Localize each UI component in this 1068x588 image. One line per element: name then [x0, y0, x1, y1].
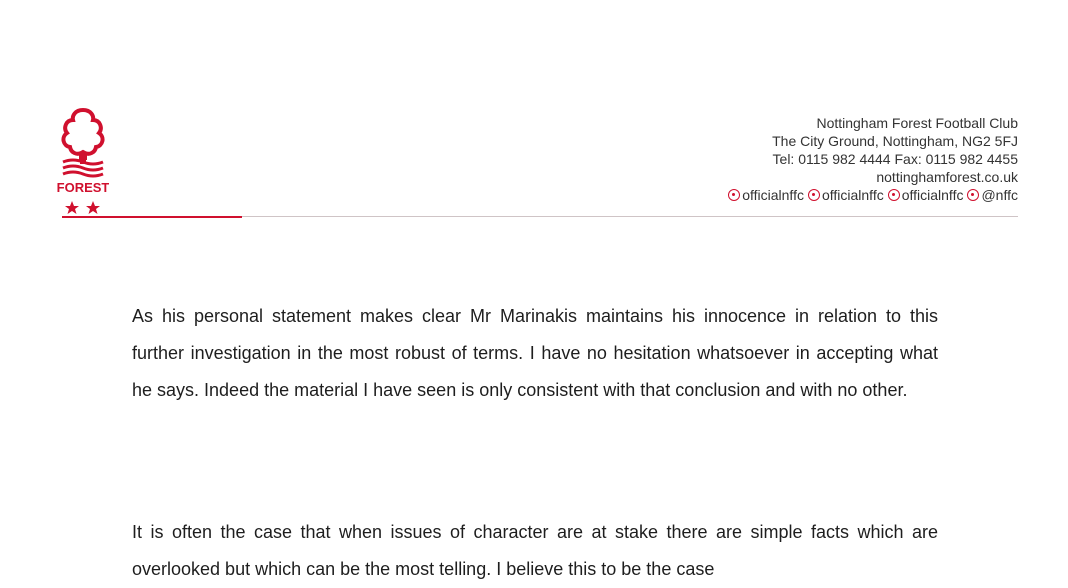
star-icon [65, 201, 79, 214]
social-handle: officialnffc [821, 187, 884, 203]
social-handle: officialnffc [742, 187, 804, 203]
logo-wordmark: FOREST [57, 180, 109, 195]
social-links [728, 186, 1018, 204]
phone-fax: Tel: 0115 982 4444 Fax: 0115 982 4455 [772, 151, 1018, 167]
address: The City Ground, Nottingham, NG2 5FJ [772, 133, 1018, 149]
social-item-snapchat [888, 186, 964, 204]
website: nottinghamforest.co.uk [876, 169, 1018, 185]
forest-logo-icon [57, 106, 109, 218]
body-paragraph: It is often the case that when issues of character are at stake there are simple facts which are overlooked but which can be the most telling. I believe this to be the case [132, 522, 938, 579]
letterhead-contact-block [728, 114, 1018, 204]
social-item-twitter [967, 186, 1018, 204]
org-name: Nottingham Forest Football Club [816, 115, 1018, 131]
social-handle: officialnffc [901, 187, 964, 203]
header-divider-accent [62, 216, 242, 218]
instagram-icon [808, 189, 820, 201]
snapchat-icon [888, 189, 900, 201]
social-item-instagram [808, 186, 884, 204]
header-divider [242, 216, 1018, 217]
body-paragraph: As his personal statement makes clear Mr Marinakis maintains his innocence in relation to this further investigation in the most robust of terms. I have no hesitation whatsoever in accepting what he says. Indeed the material I have seen is only consistent with that conclusion and with no other. [132, 306, 938, 400]
social-item-facebook [728, 186, 804, 204]
twitter-icon [967, 189, 979, 201]
star-icon [86, 201, 100, 214]
facebook-icon [728, 189, 740, 201]
social-handle: @nffc [981, 187, 1018, 203]
